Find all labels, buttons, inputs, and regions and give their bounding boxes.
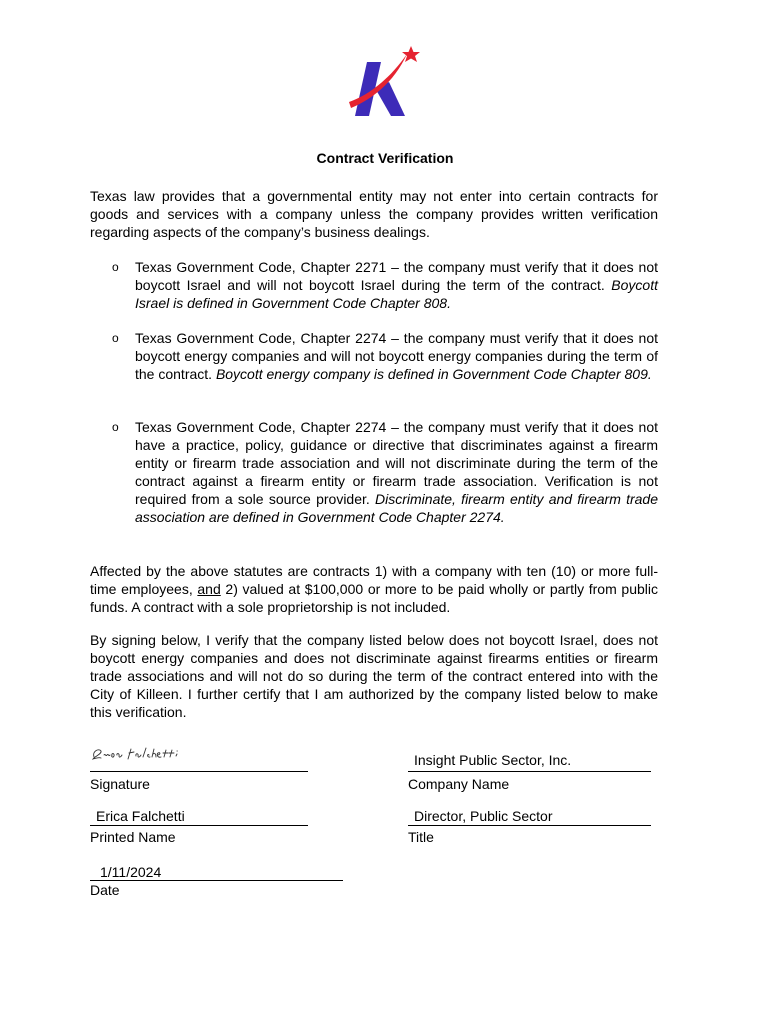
bullet-body: Texas Government Code, Chapter 2274 – the company must verify that it does not have a practice, policy, guidance or directive that discriminates against a firearm entity or firearm trade association and will not discriminate during the term of the contract against a firearm entity or firearm trade association. Verification is not required from a sole source provider. <box>135 419 658 507</box>
date-label: Date <box>90 882 120 898</box>
bullet-body: Texas Government Code, Chapter 2271 – the company must verify that it does not boycott Israel and will not boycott Israel during the term of the contract. <box>135 259 658 293</box>
signature-label: Signature <box>90 776 150 792</box>
company-name-label: Company Name <box>408 776 510 792</box>
bullet-definition: Boycott energy company is defined in Government Code Chapter 809. <box>215 366 652 382</box>
bullet-definition: Discriminate, firearm entity and firearm trade association are defined in Government Code Chapter 2274. <box>135 491 659 525</box>
affected-text-1: Affected by the above statutes are contracts 1) with a company with ten (10) or more full-time employees, <box>90 563 658 597</box>
handwritten-signature <box>90 745 200 765</box>
company-name-value[interactable]: Insight Public Sector, Inc. <box>414 752 572 768</box>
killeen-logo <box>345 44 425 118</box>
intro-paragraph: Texas law provides that a governmental entity may not enter into certain contracts for goods and services with a company unless the company provides written verification regarding aspects of the company’s business dealings. <box>90 188 658 240</box>
bullet-text <box>135 329 658 383</box>
bullet-marker: o <box>112 420 119 434</box>
title-value[interactable]: Director, Public Sector <box>414 808 553 824</box>
signature-line[interactable] <box>90 771 308 772</box>
printed-name-value[interactable]: Erica Falchetti <box>96 808 185 824</box>
affected-underlined: and <box>197 581 221 597</box>
bullet-marker: o <box>112 260 119 274</box>
bullet-definition: Boycott Israel is defined in Government Code Chapter 808. <box>135 277 658 311</box>
printed-name-line <box>90 825 308 826</box>
bullet-body: Texas Government Code, Chapter 2274 – the company must verify that it does not boycott energy companies and will not boycott energy companies during the term of the contract. <box>135 330 658 382</box>
logo-star-icon <box>402 46 420 62</box>
certification-paragraph: By signing below, I verify that the company listed below does not boycott Israel, does not boycott energy companies and does not discriminate against firearms entities or firearm trade associations and will not do so during the term of the contract entered into with the City of Killeen. I further certify that I am authorized by the company listed below to make this verification. <box>90 632 658 720</box>
list-item <box>112 258 658 312</box>
title-label: Title <box>408 829 434 845</box>
bullet-text <box>135 418 658 526</box>
document-title: Contract Verification <box>316 150 454 166</box>
list-item <box>112 418 658 526</box>
date-line <box>90 880 343 881</box>
list-item <box>112 329 658 383</box>
title-line <box>408 825 651 826</box>
affected-paragraph <box>90 562 658 616</box>
affected-text-2: 2) valued at $100,000 or more to be paid wholly or partly from public funds. A contract with a sole proprietorship is not included. <box>90 581 658 615</box>
bullet-marker: o <box>112 331 119 345</box>
printed-name-label: Printed Name <box>90 829 176 845</box>
company-name-line <box>408 771 651 772</box>
date-value[interactable]: 1/11/2024 <box>100 864 162 880</box>
bullet-text <box>135 258 658 312</box>
